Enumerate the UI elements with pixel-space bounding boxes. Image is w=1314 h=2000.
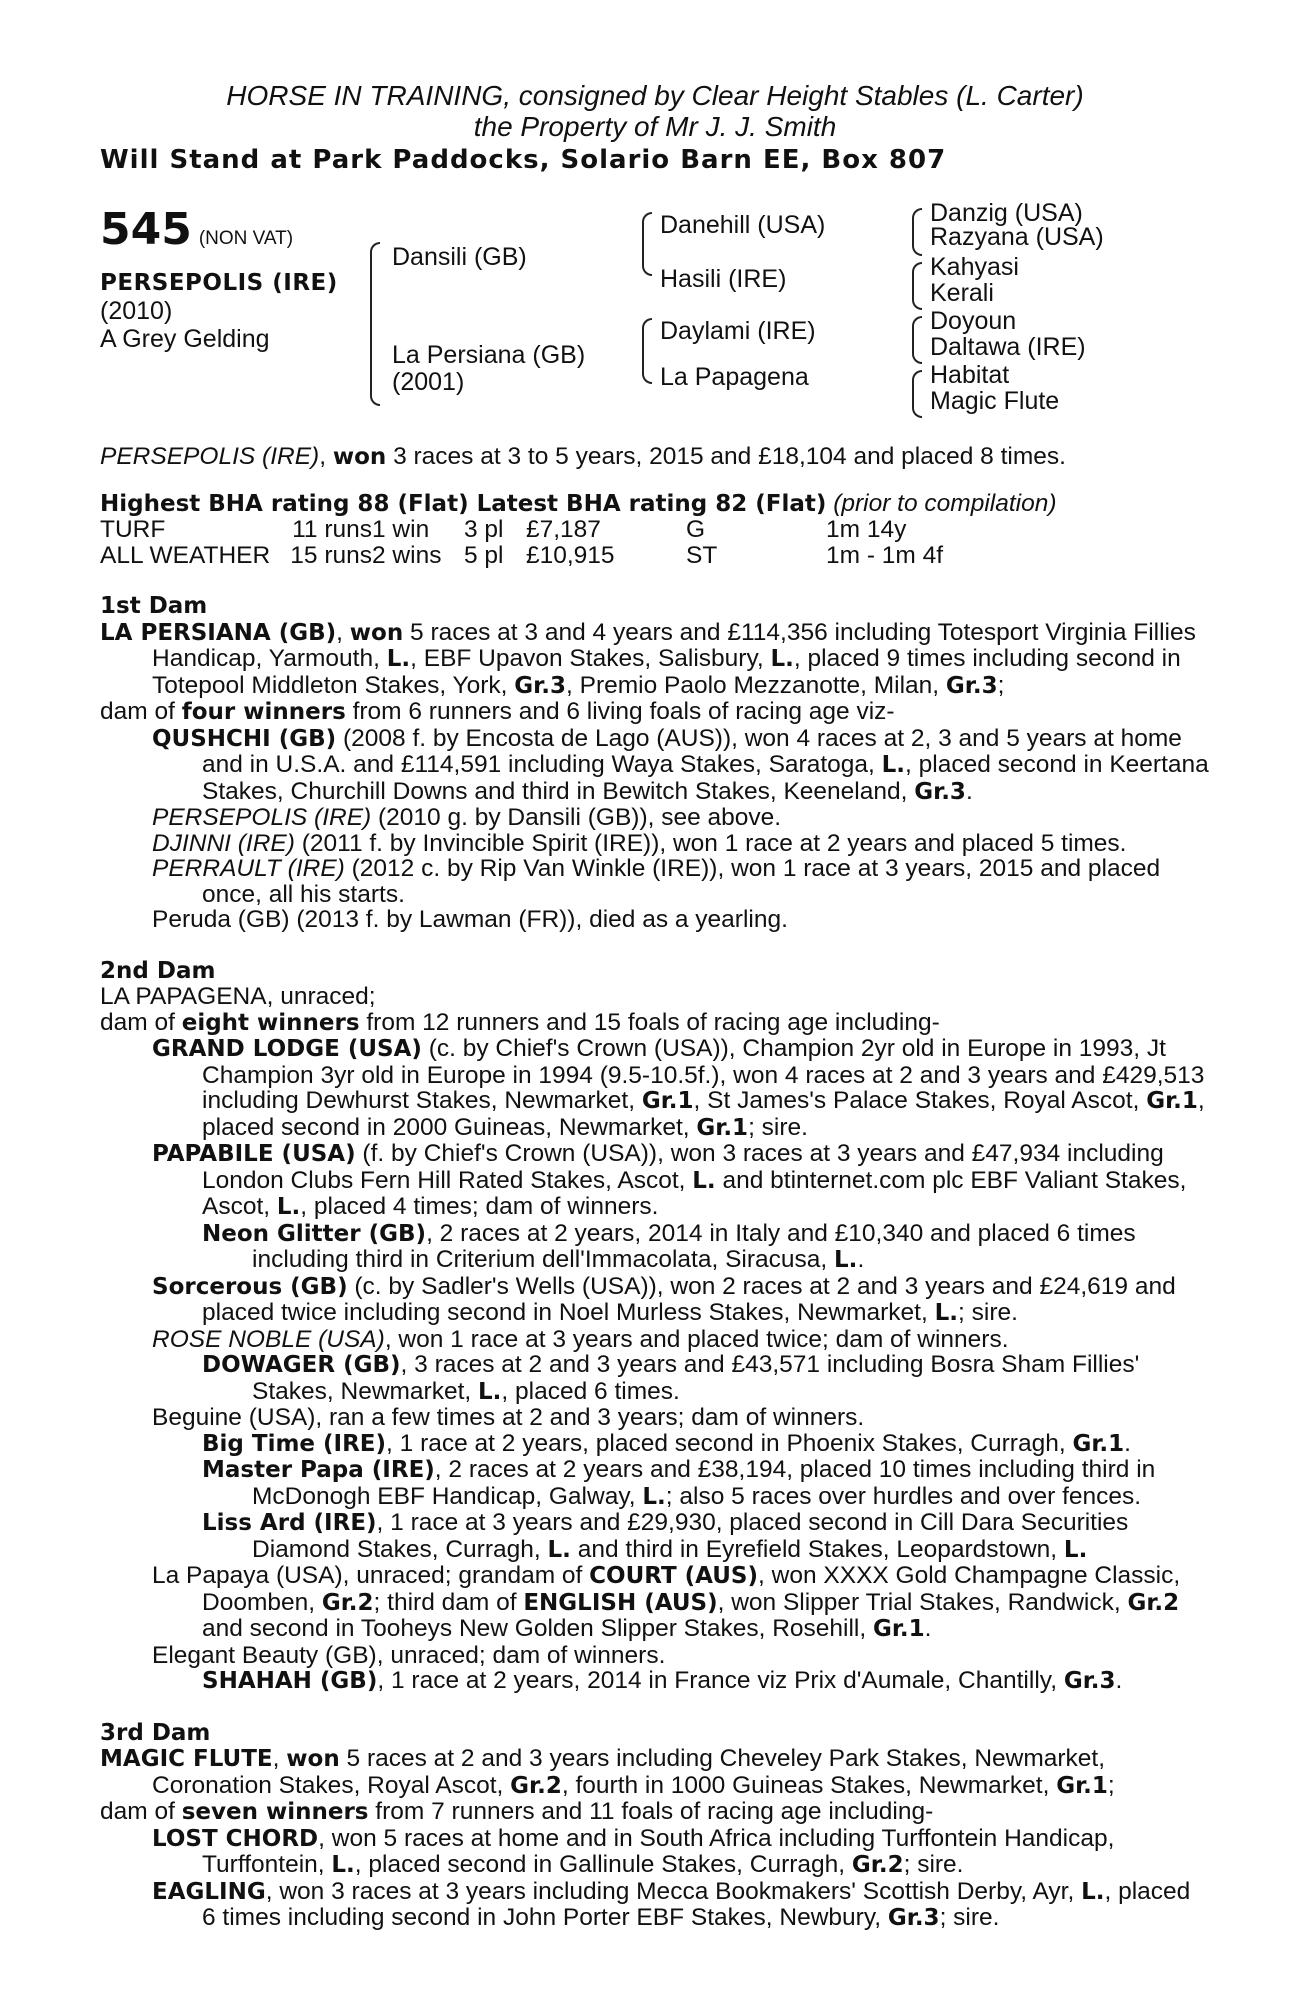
horse-description: A Grey Gelding — [100, 325, 270, 353]
race-record-table — [100, 517, 943, 568]
dam: La Persiana (GB) — [392, 341, 586, 369]
pedigree-brace — [912, 370, 922, 418]
list-item: PAPABILE (USA) (f. by Chief's Crown (USA)), won 3 races at 3 years and £47,934 including London Clubs Fern Hill Rated Stakes, Ascot, L. and btinternet.com plc EBF Valiant Stakes, Ascot, L., placed 4 times; dam of winners. — [152, 1140, 1187, 1220]
great-grandsire-4: Habitat — [930, 361, 1010, 389]
pedigree-brace — [912, 262, 922, 310]
third-dam-heading: 3rd Dam — [100, 1719, 211, 1746]
list-item: SHAHAH (GB), 1 race at 2 years, 2014 in France viz Prix d'Aumale, Chantilly, Gr.3. — [202, 1667, 1123, 1694]
list-item: LOST CHORD, won 5 races at home and in South Africa including Turffontein Handicap, Turffontein, L., placed second in Gallinule Stakes, Curragh, Gr.2; sire. — [152, 1824, 1115, 1878]
catalogue-body — [100, 444, 1210, 1932]
great-grandsire-3: Doyoun — [930, 307, 1017, 335]
great-granddam-4: Magic Flute — [930, 387, 1060, 415]
first-dam-entry: LA PERSIANA (GB), won 5 races at 3 and 4 years and £114,356 including Totesport Virginia Fillies Handicap, Yarmouth, L., EBF Upavon Stakes, Salisbury, L., placed 9 times including second in Totepool Middleton Stakes, York, Gr.3, Premio Paolo Mezzanotte, Milan, Gr.3; — [100, 618, 1196, 699]
second-dam-produce-summary: dam of eight winners from 12 runners and 15 foals of racing age including- — [100, 1008, 940, 1036]
vat-status: (NON VAT) — [198, 228, 294, 249]
list-item: EAGLING, won 3 races at 3 years including Mecca Bookmakers' Scottish Derby, Ayr, L., placed 6 times including second in John Porter EBF Stakes, Newbury, Gr.3; sire. — [152, 1877, 1191, 1931]
sire-sire: Danehill (USA) — [660, 211, 826, 239]
race-summary: PERSEPOLIS (IRE), won 3 races at 3 to 5 years, 2015 and £18,104 and placed 8 times. — [100, 443, 1066, 470]
list-item: GRAND LODGE (USA) (c. by Chief's Crown (USA)), Champion 2yr old in Europe in 1993, Jt Champion 3yr old in Europe in 1994 (9.5-10.5f.), won 4 races at 2 and 3 years and £429,513 including Dewhurst Stakes, Newmarket, Gr.1, St James's Palace Stakes, Royal Ascot, Gr.1, placed second in 2000 Guineas, Newmarket, Gr.1; sire. — [152, 1035, 1205, 1141]
third-dam-entry: MAGIC FLUTE, won 5 races at 2 and 3 years including Cheveley Park Stakes, Newmarket, Coronation Stakes, Royal Ascot, Gr.2, fourth in 1000 Guineas Stakes, Newmarket, Gr.1; — [100, 1745, 1115, 1799]
first-dam-heading: 1st Dam — [100, 593, 208, 619]
great-grandsire-2: Kahyasi — [930, 253, 1019, 281]
great-granddam-2: Kerali — [930, 279, 994, 307]
property-line: the Property of Mr J. J. Smith — [473, 111, 837, 142]
consignor-line: HORSE IN TRAINING, consigned by Clear Height Stables (L. Carter) — [226, 80, 1084, 111]
dam-dam: La Papagena — [660, 363, 809, 391]
pedigree-brace — [642, 212, 652, 276]
pedigree-block — [100, 199, 1210, 436]
list-item: Big Time (IRE), 1 race at 2 years, placed second in Phoenix Stakes, Curragh, Gr.1. — [202, 1429, 1131, 1457]
list-item: Beguine (USA), ran a few times at 2 and 3 years; dam of winners. — [152, 1404, 865, 1431]
great-granddam-3: Daltawa (IRE) — [930, 333, 1086, 361]
second-dam-heading: 2nd Dam — [100, 957, 216, 984]
sire-dam: Hasili (IRE) — [660, 265, 787, 293]
lot-number: 545 — [100, 204, 192, 255]
location-line: Will Stand at Park Paddocks, Solario Barn EE, Box 807 — [100, 145, 947, 175]
great-granddam-1: Razyana (USA) — [930, 223, 1104, 251]
list-item: Elegant Beauty (GB), unraced; dam of winners. — [152, 1641, 666, 1669]
second-dam-entry: LA PAPAGENA, unraced; — [100, 983, 376, 1010]
list-item: Master Papa (IRE), 2 races at 2 years and £38,194, placed 10 times including third in McDonogh EBF Handicap, Galway, L.; also 5 races over hurdles and over fences. — [202, 1456, 1156, 1510]
list-item: PERRAULT (IRE) (2012 c. by Rip Van Winkle (IRE)), won 1 race at 3 years, 2015 and placed once, all his starts. — [152, 855, 1161, 908]
pedigree-brace — [912, 208, 922, 256]
catalogue-page — [100, 80, 1210, 1932]
list-item: ROSE NOBLE (USA), won 1 race at 3 years and placed twice; dam of winners. — [152, 1325, 1009, 1353]
first-dam-produce-summary: dam of four winners from 6 runners and 6 living foals of racing age viz- — [100, 698, 895, 725]
pedigree-brace — [642, 318, 652, 384]
list-item: Sorcerous (GB) (c. by Sadler's Wells (USA)), won 2 races at 2 and 3 years and £24,619 and placed twice including second in Noel Murless Stakes, Newmarket, L.; sire. — [152, 1272, 1176, 1326]
table-row: TURF 11 runs 1 win 3 pl £7,187 G 1m 14y — [100, 516, 907, 543]
dam-year: (2001) — [392, 368, 465, 396]
list-item: La Papaya (USA), unraced; grandam of COURT (AUS), won XXXX Gold Champagne Classic, Doomben, Gr.2; third dam of ENGLISH (AUS), won Slipper Trial Stakes, Randwick, Gr.2 and second in Tooheys New Golden Slipper Stakes, Rosehill, Gr.1. — [152, 1562, 1181, 1642]
horse-year: (2010) — [100, 297, 173, 325]
great-grandsire-1: Danzig (USA) — [930, 199, 1083, 227]
sire: Dansili (GB) — [392, 243, 527, 271]
list-item: Peruda (GB) (2013 f. by Lawman (FR)), died as a yearling. — [152, 906, 788, 933]
list-item: Liss Ard (IRE), 1 race at 3 years and £29,930, placed second in Cill Dara Securities Diamond Stakes, Curragh, L. and third in Eyrefield Stakes, Leopardstown, L. — [202, 1509, 1129, 1563]
table-row: ALL WEATHER 15 runs 2 wins 5 pl £10,915 ST 1m - 1m 4f — [100, 541, 944, 569]
pedigree-brace — [370, 242, 380, 406]
list-item: Neon Glitter (GB), 2 races at 2 years, 2014 in Italy and £10,340 and placed 6 times including third in Criterium dell'Immacolata, Siracusa, L.. — [202, 1219, 1136, 1273]
list-item: DJINNI (IRE) (2011 f. by Invincible Spirit (IRE)), won 1 race at 2 years and placed 5 times. — [152, 829, 1127, 857]
bha-rating: Highest BHA rating 88 (Flat) Latest BHA rating 82 (Flat) (prior to compilation) — [100, 489, 1057, 517]
list-item: DOWAGER (GB), 3 races at 2 and 3 years and £43,571 including Bosra Sham Fillies' Stakes, Newmarket, L., placed 6 times. — [202, 1351, 1140, 1405]
list-item: PERSEPOLIS (IRE) (2010 g. by Dansili (GB)), see above. — [152, 804, 782, 831]
list-item: QUSHCHI (GB) (2008 f. by Encosta de Lago (AUS)), won 4 races at 2, 3 and 5 years at home and in U.S.A. and £114,591 including Waya Stakes, Saratoga, L., placed second in Keertana Stakes, Churchill Downs and third in Bewitch Stakes, Keeneland, Gr.3. — [152, 724, 1209, 805]
third-dam-produce-summary: dam of seven winners from 7 runners and 11 foals of racing age including- — [100, 1798, 934, 1825]
horse-name: PERSEPOLIS (IRE) — [100, 270, 338, 296]
pedigree-brace — [912, 316, 922, 364]
dam-sire: Daylami (IRE) — [660, 317, 816, 345]
lot-number-row — [100, 206, 293, 254]
